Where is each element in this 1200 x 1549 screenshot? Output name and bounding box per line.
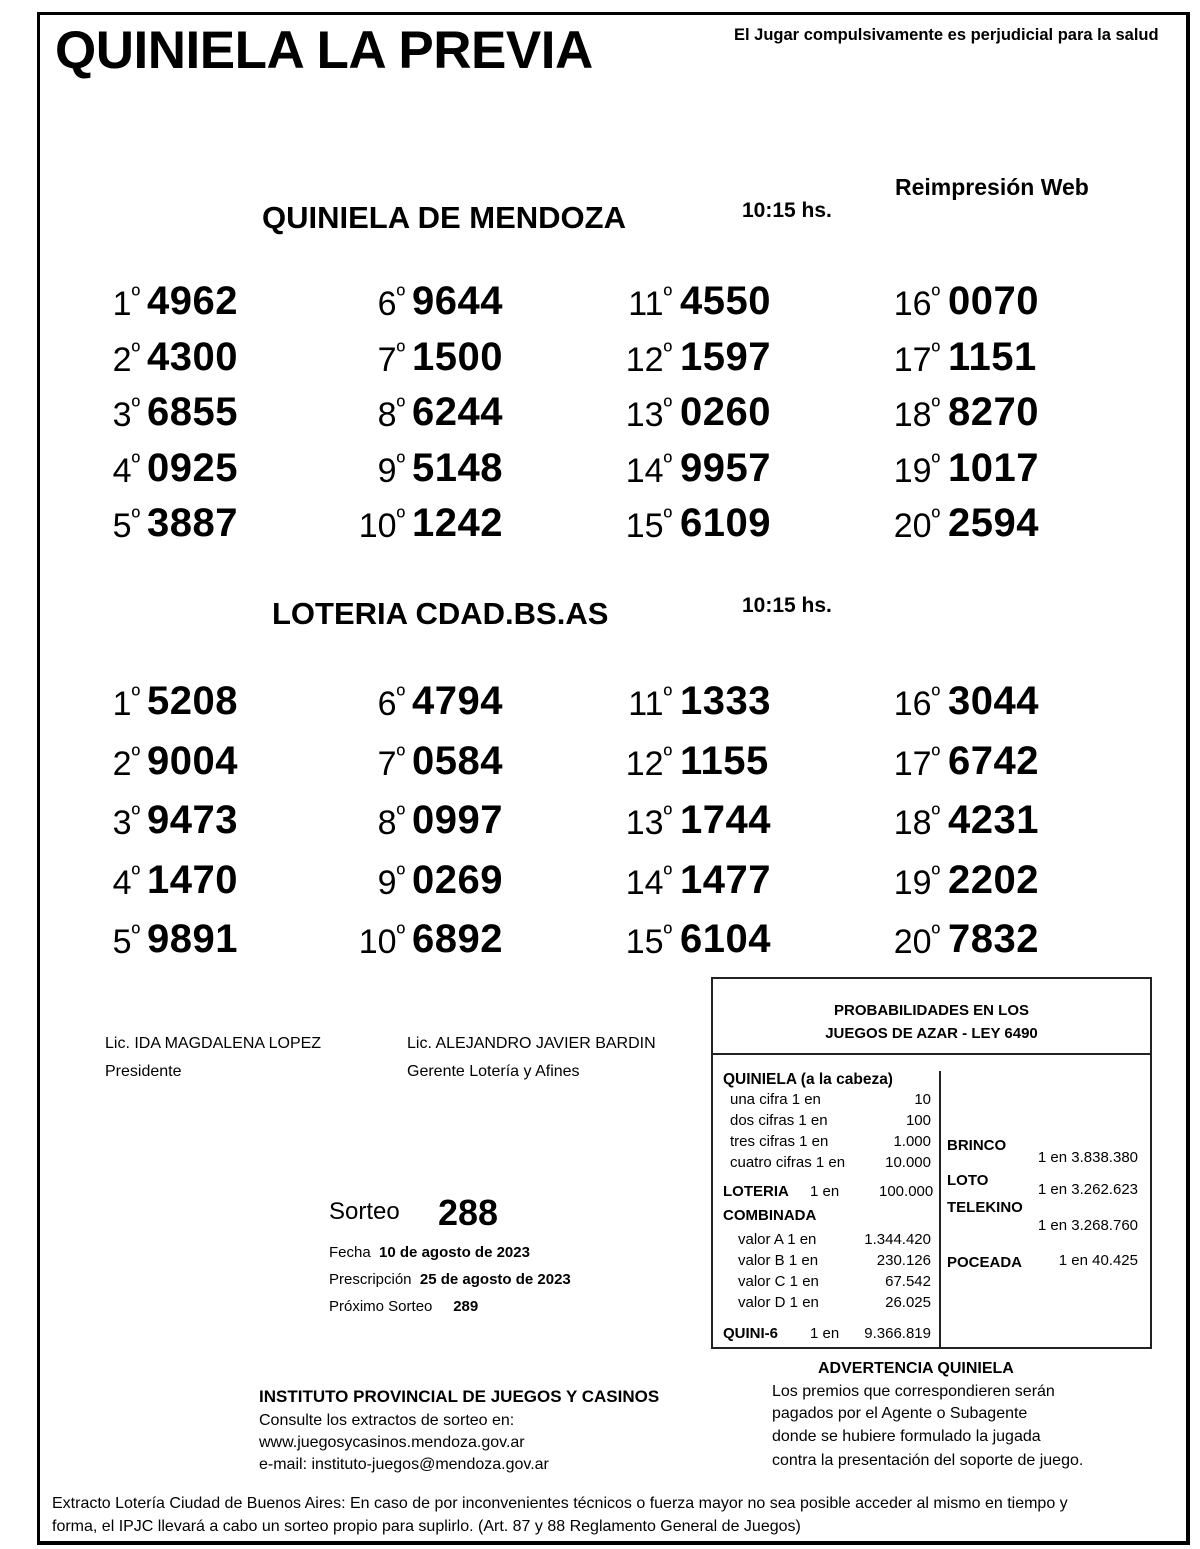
quiniela-prob-row-value: 1.000 <box>893 1133 931 1150</box>
result-ordinal-suffix: º <box>396 504 405 530</box>
result-ordinal-number: 17 <box>893 745 932 783</box>
signature-name-manager: Lic. ALEJANDRO JAVIER BARDIN <box>407 1035 656 1052</box>
result-ordinal-number: 14 <box>625 864 664 902</box>
result-ordinal-number: 16 <box>893 685 932 723</box>
result-ordinal-number: 13 <box>625 804 664 842</box>
fecha-row <box>329 1244 530 1261</box>
result-ordinal-number: 17 <box>893 341 932 379</box>
loteria-prob-label: LOTERIA <box>723 1183 789 1200</box>
result-ordinal-suffix: º <box>931 920 940 946</box>
quiniela-prob-row-label: una cifra 1 en <box>730 1091 821 1108</box>
result-number: 0997 <box>412 798 503 842</box>
result-ordinal-number: 7 <box>377 745 397 783</box>
brinco-prob-label: BRINCO <box>947 1137 1007 1154</box>
result-ordinal-suffix: º <box>396 920 405 946</box>
result-number: 6742 <box>948 739 1039 783</box>
loto-prob-label: LOTO <box>947 1172 989 1189</box>
result-number: 1155 <box>680 739 769 783</box>
result-ordinal-number: 7 <box>377 341 397 379</box>
quiniela-prob-row-label: cuatro cifras 1 en <box>730 1154 846 1171</box>
result-ordinal-suffix: º <box>396 801 405 827</box>
result-number: 1744 <box>680 798 771 842</box>
result-number: 2594 <box>948 501 1039 545</box>
combinada-prob-row-label: valor B 1 en <box>738 1252 819 1269</box>
result-number: 1017 <box>948 446 1039 490</box>
result-ordinal-number: 8 <box>377 396 397 434</box>
result-position <box>0 331 940 387</box>
result-ordinal-suffix: º <box>663 920 672 946</box>
result-ordinal-suffix: º <box>663 801 672 827</box>
result-number: 6244 <box>412 390 503 434</box>
result-number: 1500 <box>412 335 503 379</box>
result-number: 0925 <box>147 446 238 490</box>
result-ordinal-number: 13 <box>625 396 664 434</box>
result-position <box>0 675 940 731</box>
result-number: 5208 <box>147 679 238 723</box>
advertencia-title: ADVERTENCIA QUINIELA <box>818 1360 1014 1377</box>
result-ordinal-number: 12 <box>625 745 664 783</box>
quini6-prob-label: QUINI-6 <box>723 1325 779 1342</box>
telekino-prob-value: 1 en 3.268.760 <box>1037 1217 1138 1234</box>
result-ordinal-number: 2 <box>112 341 132 379</box>
institute-consult: Consulte los extractos de sorteo en: <box>259 1412 515 1429</box>
result-ordinal-suffix: º <box>663 504 672 530</box>
result-number: 4550 <box>680 279 771 323</box>
result-number: 4231 <box>948 798 1039 842</box>
result-ordinal-suffix: º <box>396 282 405 308</box>
footer-note-line1: Extracto Lotería Ciudad de Buenos Aires: En caso de por inconvenientes técnicos o fuerza mayor no sea posible acceder al mismo en tiempo y <box>52 1495 1068 1512</box>
quiniela-prob-label: QUINIELA (a la cabeza) <box>723 1071 893 1088</box>
result-ordinal <box>893 861 940 903</box>
result-ordinal-number: 16 <box>893 285 932 323</box>
result-ordinal-number: 3 <box>112 396 132 434</box>
result-ordinal-suffix: º <box>931 504 940 530</box>
result-ordinal <box>893 282 940 324</box>
combinada-prob-label: COMBINADA <box>723 1207 817 1224</box>
result-ordinal-number: 4 <box>112 452 132 490</box>
result-ordinal-number: 1 <box>112 285 132 323</box>
poceada-prob-value: 1 en 40.425 <box>1058 1252 1138 1269</box>
section-title-mendoza: QUINIELA DE MENDOZA <box>262 200 626 235</box>
result-ordinal-number: 8 <box>377 804 397 842</box>
combinada-prob-row-value: 26.025 <box>885 1294 931 1311</box>
combinada-prob-row-value: 1.344.420 <box>864 1231 931 1248</box>
probabilities-header <box>713 979 1150 1055</box>
proximo-row <box>329 1298 478 1315</box>
poceada-prob-label: POCEADA <box>947 1254 1023 1271</box>
result-ordinal-suffix: º <box>396 393 405 419</box>
result-ordinal-suffix: º <box>663 282 672 308</box>
result-ordinal-suffix: º <box>131 742 140 768</box>
institute-email-link[interactable]: e-mail: instituto-juegos@mendoza.gov.ar <box>259 1456 549 1473</box>
combinada-prob-row-label: valor C 1 en <box>738 1273 819 1290</box>
result-ordinal-number: 15 <box>625 923 664 961</box>
result-ordinal-suffix: º <box>396 449 405 475</box>
result-ordinal-suffix: º <box>663 393 672 419</box>
combinada-prob-row-label: valor D 1 en <box>738 1294 819 1311</box>
proximo-label: Próximo Sorteo <box>329 1298 433 1315</box>
quini6-prob-value: 9.366.819 <box>864 1325 931 1342</box>
result-number: 9957 <box>680 446 771 490</box>
result-ordinal-suffix: º <box>131 861 140 887</box>
result-ordinal-number: 19 <box>893 452 932 490</box>
result-number: 9473 <box>147 798 238 842</box>
sorteo-number: 288 <box>438 1192 499 1233</box>
section-time-mendoza: 10:15 hs. <box>742 199 832 222</box>
result-number: 2202 <box>948 858 1039 902</box>
result-number: 1242 <box>412 501 503 545</box>
footer-note-line2: forma, el IPJC llevará a cabo un sorteo propio para suplirlo. (Art. 87 y 88 Reglamento General de Juegos) <box>52 1518 801 1535</box>
page-title: QUINIELA LA PREVIA <box>55 21 593 80</box>
proximo-value: 289 <box>453 1298 479 1315</box>
result-number: 8270 <box>948 390 1039 434</box>
result-number: 9891 <box>147 917 238 961</box>
result-number: 5148 <box>412 446 503 490</box>
result-position <box>0 854 940 910</box>
loto-prob-value: 1 en 3.262.623 <box>1037 1181 1138 1198</box>
result-ordinal-number: 9 <box>377 864 397 902</box>
result-ordinal-number: 14 <box>625 452 664 490</box>
result-ordinal <box>893 742 940 784</box>
advertencia-line: donde se hubiere formulado la jugada <box>772 1428 1041 1445</box>
result-ordinal-suffix: º <box>663 449 672 475</box>
result-ordinal-suffix: º <box>931 861 940 887</box>
advertencia-line: contra la presentación del soporte de juego. <box>772 1452 1084 1469</box>
result-ordinal-suffix: º <box>931 682 940 708</box>
result-ordinal-number: 4 <box>112 864 132 902</box>
signature-role-manager: Gerente Lotería y Afines <box>407 1063 580 1080</box>
result-ordinal-number: 10 <box>358 507 397 545</box>
result-ordinal-suffix: º <box>396 338 405 364</box>
result-ordinal-suffix: º <box>931 393 940 419</box>
result-ordinal-number: 20 <box>893 507 932 545</box>
result-ordinal-suffix: º <box>931 801 940 827</box>
result-ordinal-suffix: º <box>663 682 672 708</box>
result-ordinal-number: 19 <box>893 864 932 902</box>
result-number: 4794 <box>412 679 503 723</box>
result-position <box>0 275 940 331</box>
result-number: 4962 <box>147 279 238 323</box>
result-position <box>0 497 940 553</box>
result-number: 1477 <box>680 858 771 902</box>
result-position <box>0 442 940 498</box>
result-ordinal-number: 18 <box>893 804 932 842</box>
prescripcion-row <box>329 1271 571 1288</box>
result-ordinal <box>893 449 940 491</box>
result-number: 0070 <box>948 279 1039 323</box>
result-number: 6104 <box>680 917 771 961</box>
result-ordinal-number: 20 <box>893 923 932 961</box>
institute-name: INSTITUTO PROVINCIAL DE JUEGOS Y CASINOS <box>259 1387 660 1406</box>
result-number: 3044 <box>948 679 1039 723</box>
result-ordinal-number: 11 <box>628 285 664 323</box>
result-ordinal <box>893 920 940 962</box>
quiniela-prob-row-label: tres cifras 1 en <box>730 1133 829 1150</box>
loteria-prob-value: 100.000 <box>879 1183 934 1200</box>
result-ordinal-suffix: º <box>663 742 672 768</box>
section-time-loteria: 10:15 hs. <box>742 594 832 617</box>
result-ordinal-number: 10 <box>358 923 397 961</box>
prescripcion-label: Prescripción <box>329 1271 412 1288</box>
result-ordinal-number: 3 <box>112 804 132 842</box>
result-ordinal-suffix: º <box>931 742 940 768</box>
result-position <box>0 735 940 791</box>
result-number: 6109 <box>680 501 771 545</box>
result-number: 6892 <box>412 917 503 961</box>
result-ordinal-suffix: º <box>131 920 140 946</box>
advertencia-line: Los premios que correspondieren serán <box>772 1383 1055 1400</box>
result-ordinal-number: 2 <box>112 745 132 783</box>
quiniela-prob-row-value: 10.000 <box>885 1154 931 1171</box>
quiniela-prob-row-label: dos cifras 1 en <box>730 1112 828 1129</box>
result-number: 9004 <box>147 739 238 783</box>
section-title-loteria: LOTERIA CDAD.BS.AS <box>272 596 609 631</box>
result-number: 1470 <box>147 858 238 902</box>
result-ordinal-suffix: º <box>131 338 140 364</box>
result-number: 3887 <box>147 501 238 545</box>
probabilities-divider <box>939 1071 941 1347</box>
institute-website-link[interactable]: www.juegosycasinos.mendoza.gov.ar <box>259 1434 525 1451</box>
result-ordinal-suffix: º <box>131 393 140 419</box>
combinada-prob-row-value: 230.126 <box>876 1252 931 1269</box>
quini6-prob-text: 1 en <box>810 1325 840 1342</box>
result-ordinal <box>893 801 940 843</box>
combinada-prob-row-label: valor A 1 en <box>738 1231 817 1248</box>
result-ordinal-suffix: º <box>396 861 405 887</box>
probabilities-title-line1: PROBABILIDADES EN LOS <box>833 1002 1029 1019</box>
result-ordinal-number: 12 <box>625 341 664 379</box>
result-ordinal-suffix: º <box>131 682 140 708</box>
result-ordinal <box>893 504 940 546</box>
probabilities-box <box>711 977 1152 1349</box>
result-ordinal-suffix: º <box>663 338 672 364</box>
result-ordinal-number: 11 <box>628 685 664 723</box>
health-warning: El Jugar compulsivamente es perjudicial para la salud <box>734 26 1159 44</box>
result-ordinal-number: 18 <box>893 396 932 434</box>
quiniela-prob-row-value: 100 <box>905 1112 931 1129</box>
result-ordinal-suffix: º <box>131 449 140 475</box>
signature-role-president: Presidente <box>105 1063 182 1080</box>
result-ordinal-suffix: º <box>931 282 940 308</box>
result-ordinal-number: 6 <box>377 685 397 723</box>
telekino-prob-label: TELEKINO <box>947 1199 1023 1216</box>
result-number: 0260 <box>680 390 771 434</box>
result-ordinal-suffix: º <box>396 742 405 768</box>
result-number: 0269 <box>412 858 503 902</box>
result-ordinal-number: 5 <box>112 923 132 961</box>
result-ordinal <box>893 338 940 380</box>
result-ordinal-number: 5 <box>112 507 132 545</box>
brinco-prob-value: 1 en 3.838.380 <box>1037 1149 1138 1166</box>
fecha-value: 10 de agosto de 2023 <box>379 1244 530 1261</box>
result-position <box>0 913 940 969</box>
fecha-label: Fecha <box>329 1244 371 1261</box>
loteria-prob-text: 1 en <box>810 1183 840 1200</box>
result-number: 1333 <box>680 679 771 723</box>
result-number: 0584 <box>412 739 503 783</box>
result-ordinal <box>893 393 940 435</box>
result-number: 1597 <box>680 335 771 379</box>
probabilities-title-line2: JUEGOS DE AZAR - LEY 6490 <box>825 1025 1038 1042</box>
result-ordinal-number: 9 <box>377 452 397 490</box>
prescripcion-value: 25 de agosto de 2023 <box>419 1271 571 1288</box>
result-ordinal-suffix: º <box>131 801 140 827</box>
result-ordinal-suffix: º <box>396 682 405 708</box>
result-number: 7832 <box>948 917 1039 961</box>
signature-name-president: Lic. IDA MAGDALENA LOPEZ <box>105 1035 322 1052</box>
result-ordinal-number: 6 <box>377 285 397 323</box>
result-ordinal <box>893 682 940 724</box>
result-ordinal-suffix: º <box>131 282 140 308</box>
result-number: 4300 <box>147 335 238 379</box>
result-ordinal-suffix: º <box>131 504 140 530</box>
result-position <box>0 794 940 850</box>
result-ordinal-suffix: º <box>663 861 672 887</box>
result-ordinal-suffix: º <box>931 449 940 475</box>
result-number: 6855 <box>147 390 238 434</box>
result-number: 9644 <box>412 279 503 323</box>
advertencia-line: pagados por el Agente o Subagente <box>772 1405 1028 1422</box>
result-ordinal-suffix: º <box>931 338 940 364</box>
result-position <box>0 386 940 442</box>
result-ordinal-number: 15 <box>625 507 664 545</box>
combinada-prob-row-value: 67.542 <box>885 1273 931 1290</box>
quiniela-prob-row-value: 10 <box>914 1091 931 1108</box>
sorteo-label: Sorteo <box>329 1198 400 1225</box>
reprint-label: Reimpresión Web <box>895 174 1089 200</box>
result-number: 1151 <box>948 335 1037 379</box>
result-ordinal-number: 1 <box>112 685 132 723</box>
